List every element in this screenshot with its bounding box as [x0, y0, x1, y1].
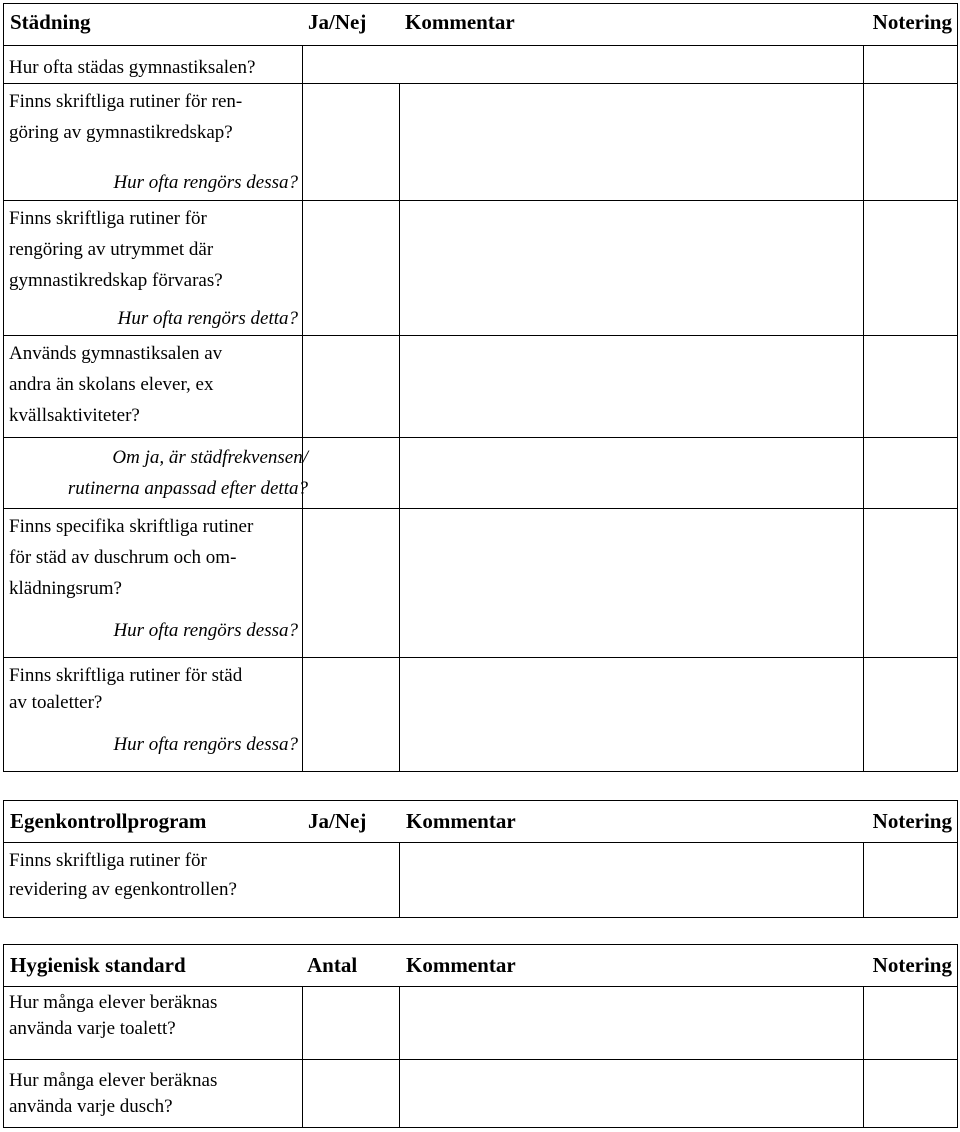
- header-comment-3: Kommentar: [406, 953, 516, 977]
- question-adapted-frequency: Om ja, är städfrekvensen/ rutinerna anpassad efter detta?: [67, 447, 308, 499]
- question-shower-routines: Finns specifika skriftliga rutiner för städ av duschrum och om- klädningsrum?: [9, 516, 254, 599]
- question-storage-routines: Finns skriftliga rutiner för rengöring av utrymmet där gymnastikredskap förvaras?: [9, 208, 223, 291]
- section-title-self-control: Egenkontrollprogram: [10, 809, 207, 833]
- header-note-3: Notering: [872, 953, 952, 977]
- question-toilet-routines: Finns skriftliga rutiner för städ av toaletter?: [9, 665, 243, 713]
- question-external-use: Används gymnastiksalen av andra än skolans elever, ex kvällsaktiviteter?: [9, 343, 223, 426]
- section-title-cleaning: Städning: [10, 10, 91, 34]
- header-comment-2: Kommentar: [406, 809, 516, 833]
- question-gym-cleaning-frequency: Hur ofta städas gymnastiksalen?: [9, 57, 256, 78]
- question-shower-frequency: Hur ofta rengörs dessa?: [113, 620, 298, 641]
- header-note-2: Notering: [872, 809, 952, 833]
- question-equipment-routines: Finns skriftliga rutiner för ren- göring av gymnastikredskap?: [9, 91, 243, 143]
- header-yes-no-2: Ja/Nej: [308, 809, 367, 833]
- question-students-per-shower: Hur många elever beräknas använda varje dusch?: [9, 1070, 218, 1117]
- question-storage-frequency: Hur ofta rengörs detta?: [117, 308, 298, 329]
- section-title-hygiene: Hygienisk standard: [10, 953, 186, 977]
- header-comment: Kommentar: [405, 10, 515, 34]
- question-students-per-toilet: Hur många elever beräknas använda varje toalett?: [9, 992, 218, 1039]
- question-equipment-frequency: Hur ofta rengörs dessa?: [113, 172, 298, 193]
- question-toilet-frequency: Hur ofta rengörs dessa?: [113, 734, 298, 755]
- question-revision-routines: Finns skriftliga rutiner för revidering av egenkontrollen?: [9, 850, 237, 900]
- header-count: Antal: [307, 953, 358, 977]
- header-yes-no: Ja/Nej: [308, 10, 367, 34]
- header-note: Notering: [872, 10, 952, 34]
